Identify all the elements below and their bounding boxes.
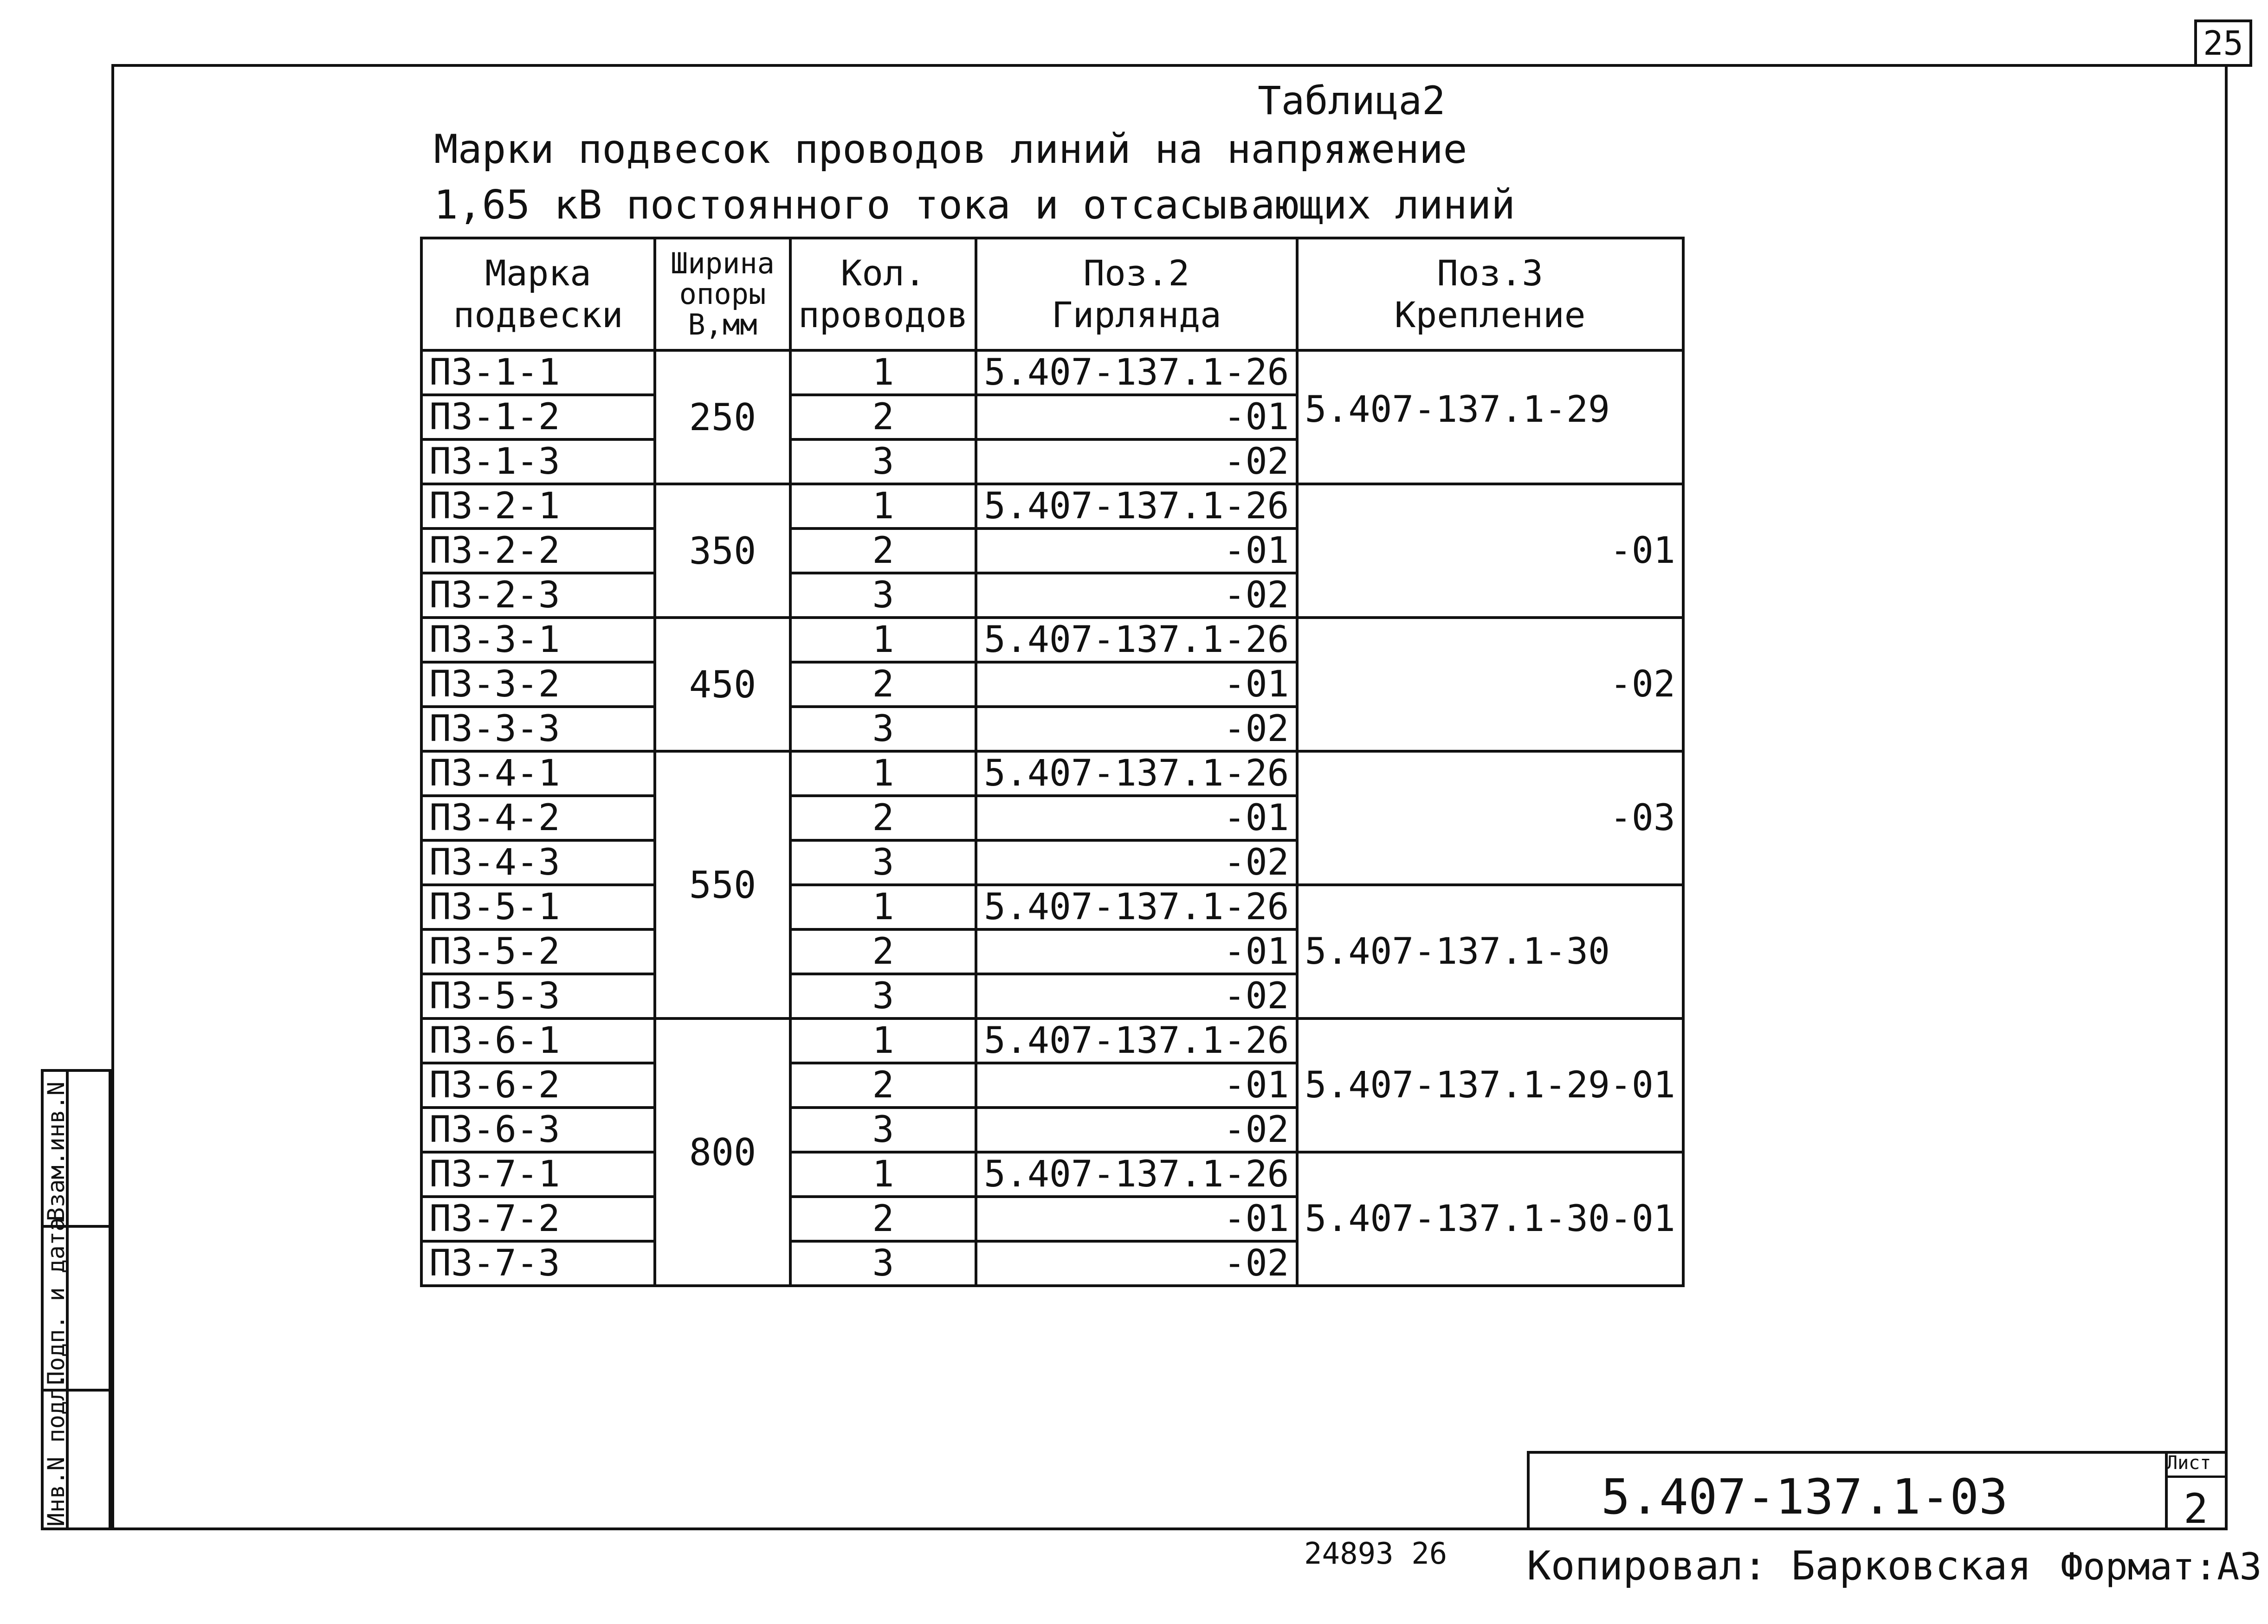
row-fixing: 5.407-137.1-29 bbox=[1297, 350, 1683, 484]
row-fixing: -01 bbox=[1297, 484, 1683, 618]
row-mark: ПЗ-6-1 bbox=[421, 1018, 655, 1063]
row-garland: -01 bbox=[976, 662, 1297, 707]
row-garland: -02 bbox=[976, 707, 1297, 751]
row-mark: ПЗ-7-1 bbox=[421, 1152, 655, 1197]
table-row bbox=[421, 751, 1683, 796]
row-mark: ПЗ-2-3 bbox=[421, 573, 655, 618]
row-garland: 5.407-137.1-26 bbox=[976, 1152, 1297, 1197]
table-row bbox=[421, 350, 1683, 395]
table-row bbox=[421, 484, 1683, 528]
copied-by: Копировал: Барковская bbox=[1527, 1543, 2032, 1589]
row-garland: -02 bbox=[976, 439, 1297, 484]
row-mark: ПЗ-6-2 bbox=[421, 1063, 655, 1108]
row-mark: ПЗ-1-1 bbox=[421, 350, 655, 395]
table-label: Таблица2 bbox=[1258, 78, 1446, 123]
table-row bbox=[421, 1152, 1683, 1197]
row-garland: -01 bbox=[976, 1197, 1297, 1241]
row-count: 3 bbox=[790, 840, 976, 885]
row-count: 1 bbox=[790, 751, 976, 796]
row-mark: ПЗ-2-1 bbox=[421, 484, 655, 528]
header-garland bbox=[976, 238, 1297, 350]
row-count: 1 bbox=[790, 618, 976, 662]
sheet-label: Лист bbox=[2166, 1452, 2211, 1474]
row-mark: ПЗ-3-3 bbox=[421, 707, 655, 751]
table-header-row bbox=[421, 238, 1683, 350]
row-width: 250 bbox=[655, 350, 790, 484]
row-fixing: -03 bbox=[1297, 751, 1683, 885]
row-garland: -02 bbox=[976, 974, 1297, 1018]
row-mark: ПЗ-5-1 bbox=[421, 885, 655, 929]
row-garland: -01 bbox=[976, 796, 1297, 840]
row-width: 350 bbox=[655, 484, 790, 618]
row-count: 1 bbox=[790, 350, 976, 395]
table-row bbox=[421, 1018, 1683, 1063]
row-count: 2 bbox=[790, 1197, 976, 1241]
heading-line-1: Марки подвесок проводов линий на напряжение bbox=[434, 126, 1467, 173]
row-mark: ПЗ-1-2 bbox=[421, 395, 655, 439]
row-garland: 5.407-137.1-26 bbox=[976, 350, 1297, 395]
table-row bbox=[421, 618, 1683, 662]
sheet-cell-divider bbox=[2165, 1476, 2228, 1478]
row-count: 2 bbox=[790, 662, 976, 707]
header-mark-line-2: подвески bbox=[453, 294, 623, 335]
row-garland: -01 bbox=[976, 528, 1297, 573]
header-fixing-line-1: Поз.3 bbox=[1437, 252, 1544, 294]
row-mark: ПЗ-5-3 bbox=[421, 974, 655, 1018]
signature-date-label: Подп. и дата bbox=[43, 1217, 70, 1385]
row-mark: ПЗ-4-1 bbox=[421, 751, 655, 796]
row-count: 3 bbox=[790, 1108, 976, 1152]
row-garland: 5.407-137.1-26 bbox=[976, 618, 1297, 662]
header-width-line-1: Ширина bbox=[671, 246, 775, 280]
row-width: 450 bbox=[655, 618, 790, 751]
header-fixing-line-2: Крепление bbox=[1394, 294, 1586, 335]
header-width-line-3: В,мм bbox=[688, 308, 757, 342]
archive-number: 24893 26 bbox=[1304, 1537, 1447, 1571]
row-garland: 5.407-137.1-26 bbox=[976, 751, 1297, 796]
heading-line-2: 1,65 кВ постоянного тока и отсасывающих линий bbox=[434, 182, 1515, 228]
header-count-line-1: Кол. bbox=[840, 252, 926, 294]
suspension-marks-table bbox=[420, 237, 1685, 1287]
row-garland: 5.407-137.1-26 bbox=[976, 1018, 1297, 1063]
row-fixing: 5.407-137.1-30 bbox=[1297, 885, 1683, 1018]
replaced-inventory-label: Взам.инв.N bbox=[43, 1081, 70, 1221]
header-fixing bbox=[1297, 238, 1683, 350]
header-count-line-2: проводов bbox=[798, 294, 969, 335]
row-mark: ПЗ-7-3 bbox=[421, 1241, 655, 1286]
header-mark bbox=[421, 238, 655, 350]
row-garland: 5.407-137.1-26 bbox=[976, 484, 1297, 528]
row-mark: ПЗ-5-2 bbox=[421, 929, 655, 974]
row-count: 3 bbox=[790, 439, 976, 484]
row-fixing: -02 bbox=[1297, 618, 1683, 751]
row-garland: -02 bbox=[976, 1108, 1297, 1152]
row-mark: ПЗ-4-2 bbox=[421, 796, 655, 840]
row-width: 550 bbox=[655, 751, 790, 1018]
header-count bbox=[790, 238, 976, 350]
row-garland: -02 bbox=[976, 573, 1297, 618]
row-mark: ПЗ-3-1 bbox=[421, 618, 655, 662]
header-width bbox=[655, 238, 790, 350]
row-garland: -01 bbox=[976, 1063, 1297, 1108]
header-width-line-2: опоры bbox=[679, 277, 766, 311]
row-count: 2 bbox=[790, 796, 976, 840]
row-mark: ПЗ-7-2 bbox=[421, 1197, 655, 1241]
paper-format: Формат:А3 bbox=[2061, 1545, 2262, 1588]
row-mark: ПЗ-2-2 bbox=[421, 528, 655, 573]
header-garland-line-1: Поз.2 bbox=[1083, 252, 1190, 294]
sheet-top-number: 25 bbox=[2194, 19, 2252, 67]
row-fixing: 5.407-137.1-30-01 bbox=[1297, 1152, 1683, 1286]
row-mark: ПЗ-3-2 bbox=[421, 662, 655, 707]
row-fixing: 5.407-137.1-29-01 bbox=[1297, 1018, 1683, 1152]
row-count: 3 bbox=[790, 1241, 976, 1286]
row-mark: ПЗ-1-3 bbox=[421, 439, 655, 484]
row-count: 1 bbox=[790, 1152, 976, 1197]
row-count: 3 bbox=[790, 974, 976, 1018]
row-count: 1 bbox=[790, 484, 976, 528]
row-count: 3 bbox=[790, 573, 976, 618]
header-garland-line-2: Гирлянда bbox=[1051, 294, 1221, 335]
row-width: 800 bbox=[655, 1018, 790, 1286]
row-mark: ПЗ-4-3 bbox=[421, 840, 655, 885]
row-count: 2 bbox=[790, 929, 976, 974]
row-mark: ПЗ-6-3 bbox=[421, 1108, 655, 1152]
table-row bbox=[421, 885, 1683, 929]
row-garland: -01 bbox=[976, 395, 1297, 439]
row-count: 2 bbox=[790, 528, 976, 573]
row-count: 2 bbox=[790, 1063, 976, 1108]
row-count: 3 bbox=[790, 707, 976, 751]
row-garland: 5.407-137.1-26 bbox=[976, 885, 1297, 929]
row-garland: -02 bbox=[976, 1241, 1297, 1286]
row-count: 1 bbox=[790, 1018, 976, 1063]
sheet-number: 2 bbox=[2184, 1485, 2208, 1533]
row-count: 2 bbox=[790, 395, 976, 439]
inventory-number-label: Инв.N подл. bbox=[43, 1373, 70, 1527]
row-count: 1 bbox=[790, 885, 976, 929]
row-garland: -02 bbox=[976, 840, 1297, 885]
row-garland: -01 bbox=[976, 929, 1297, 974]
header-mark-line-1: Марка bbox=[485, 252, 591, 294]
document-code: 5.407-137.1-03 bbox=[1601, 1469, 2008, 1525]
